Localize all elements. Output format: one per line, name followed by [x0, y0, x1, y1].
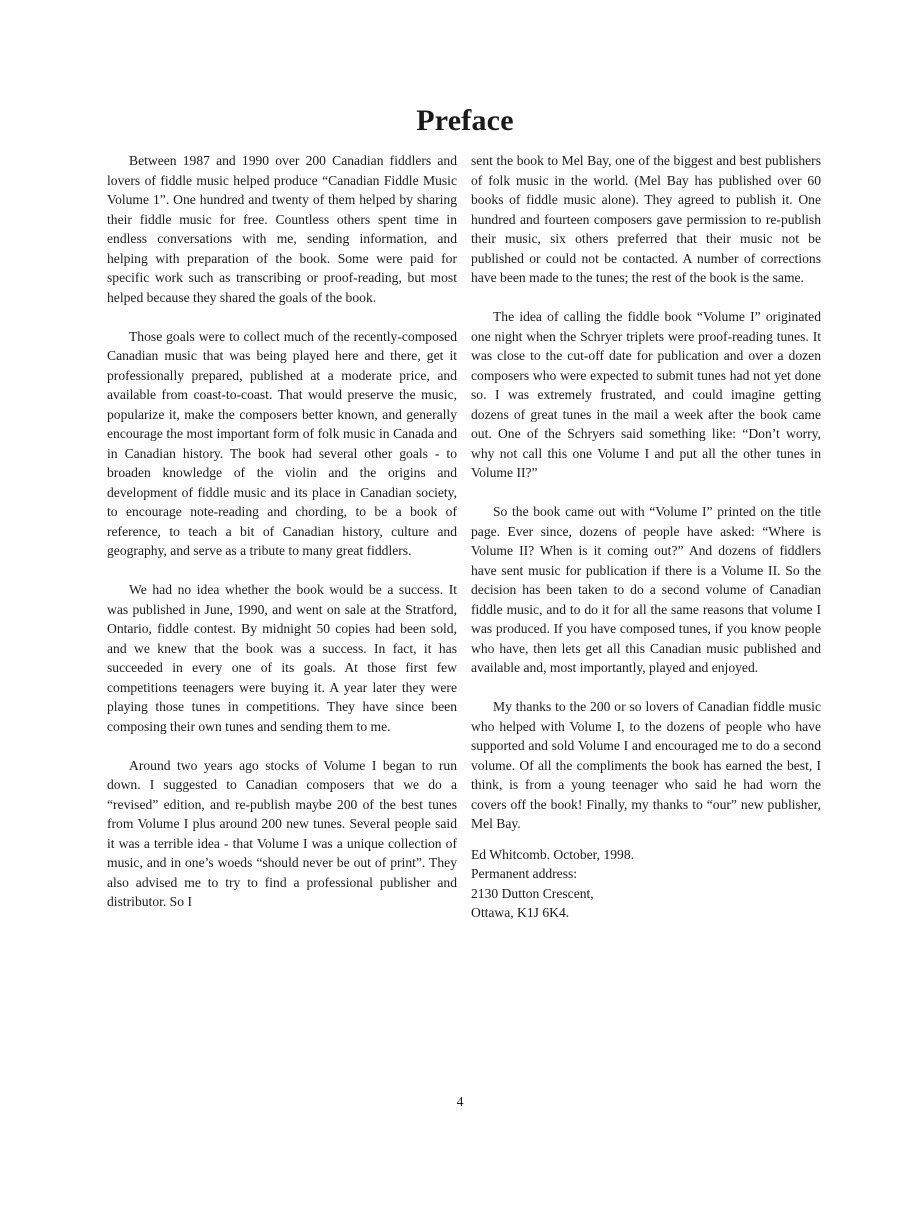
left-column — [107, 151, 457, 931]
signature-city: Ottawa, K1J 6K4. — [471, 905, 570, 920]
paragraph-history: Between 1987 and 1990 over 200 Canadian fiddlers and lovers of fiddle music helped produce “Canadian Fiddle Music Volume 1”. One hundred and twenty of them helped by sharing their fiddle music for free. Countless others spent time in endless conversations with me, sending information, and helping with preparation of the book. Some were paid for specific work such as transcribing or proof-reading, but most helped because they shared the goals of the book. — [107, 153, 457, 305]
signature-street: 2130 Dutton Crescent, — [471, 885, 594, 901]
signature-address-label: Permanent address: — [471, 866, 578, 881]
signature-block — [471, 845, 821, 923]
page-number: 4 — [456, 1094, 464, 1109]
paragraph-success: We had no idea whether the book would be a success. It was published in June, 1990, and went on sale at the Stratford, Ontario, fiddle contest. By midnight 50 copies had been sold, and we knew that the book was a success. In fact, it has succeeded in every one of its goals. At those first few competitions teenagers were buying it. A year later they were playing those tunes in competitions. They have since been composing their own tunes and sending them to me. — [107, 582, 457, 734]
paragraph-goals: Those goals were to collect much of the recently-composed Canadian music that was being played here and there, get it professionally prepared, published at a moderate price, and available from coast-to-coast. That would preserve the music, popularize it, make the composers better known, and generally encourage the most important form of folk music in Canada and in Canadian history. The book had several other goals - to broaden knowledge of the violin and the origins and development of fiddle music and its place in Canadian society, to encourage note-reading and chording, to be a book of reference, to teach a bit of Canadian history, culture and geography, and serve as a tribute to many great fiddlers. — [107, 328, 457, 558]
paragraph-second-volume: So the book came out with “Volume I” printed on the title page. Ever since, dozens of people have asked: “Where is Volume II? When is it coming out?” And dozens of fiddlers have sent music for publication if there is a Volume II. So the decision has been taken to do a second volume of Canadian fiddle music, and to do it for all the same reasons that volume I was produced. If you have composed tunes, if you know people who have, then lets get all this Canadian music published and available and, most importantly, played and enjoyed. — [471, 504, 821, 675]
page-title: Preface — [416, 104, 514, 137]
paragraph-continuation: sent the book to Mel Bay, one of the biggest and best publishers of folk music in the world. (Mel Bay has published over 60 books of fiddle music alone). They agreed to publish it. One hundred and fourteen composers gave permission to re-publish their music, six others preferred that their music not be published or could not be contacted. A number of corrections have been made to the tunes; the rest of the book is the same. — [471, 153, 821, 285]
paragraph-revised-edition: Around two years ago stocks of Volume I began to run down. I suggested to Canadian composers that we do a “revised” edition, and re-publish maybe 200 of the best tunes from Volume I plus around 200 new tunes. Several people said it was a terrible idea - that Volume I was a unique collection of music, and in one’s woeds “should never be out of print”. They also advised me to try to find a professional publisher and distributor. So I — [107, 757, 457, 909]
paragraph-volume-name: The idea of calling the fiddle book “Volume I” originated one night when the Schryer triplets were proof-reading tunes. It was close to the cut-off date for publication and over a dozen composers who were expected to submit tunes had not yet done so. I was extremely frustrated, and could imagine getting dozens of great tunes in the mail a week after the book came out. One of the Schryers said something like: “Don’t worry, why not call this one Volume I and put all the other tunes in Volume II?” — [471, 309, 821, 480]
paragraph-thanks: My thanks to the 200 or so lovers of Canadian fiddle music who helped with Volume I, to the dozens of people who have supported and sold Volume I and encouraged me to do a second volume. Of all the compliments the book has earned the best, I think, is from a young teenager who said he had worn the covers off the book! Finally, my thanks to “our” new publisher, Mel Bay. — [471, 699, 821, 831]
signature-author-date: Ed Whitcomb. October, 1998. — [471, 846, 635, 862]
right-column — [471, 151, 821, 923]
